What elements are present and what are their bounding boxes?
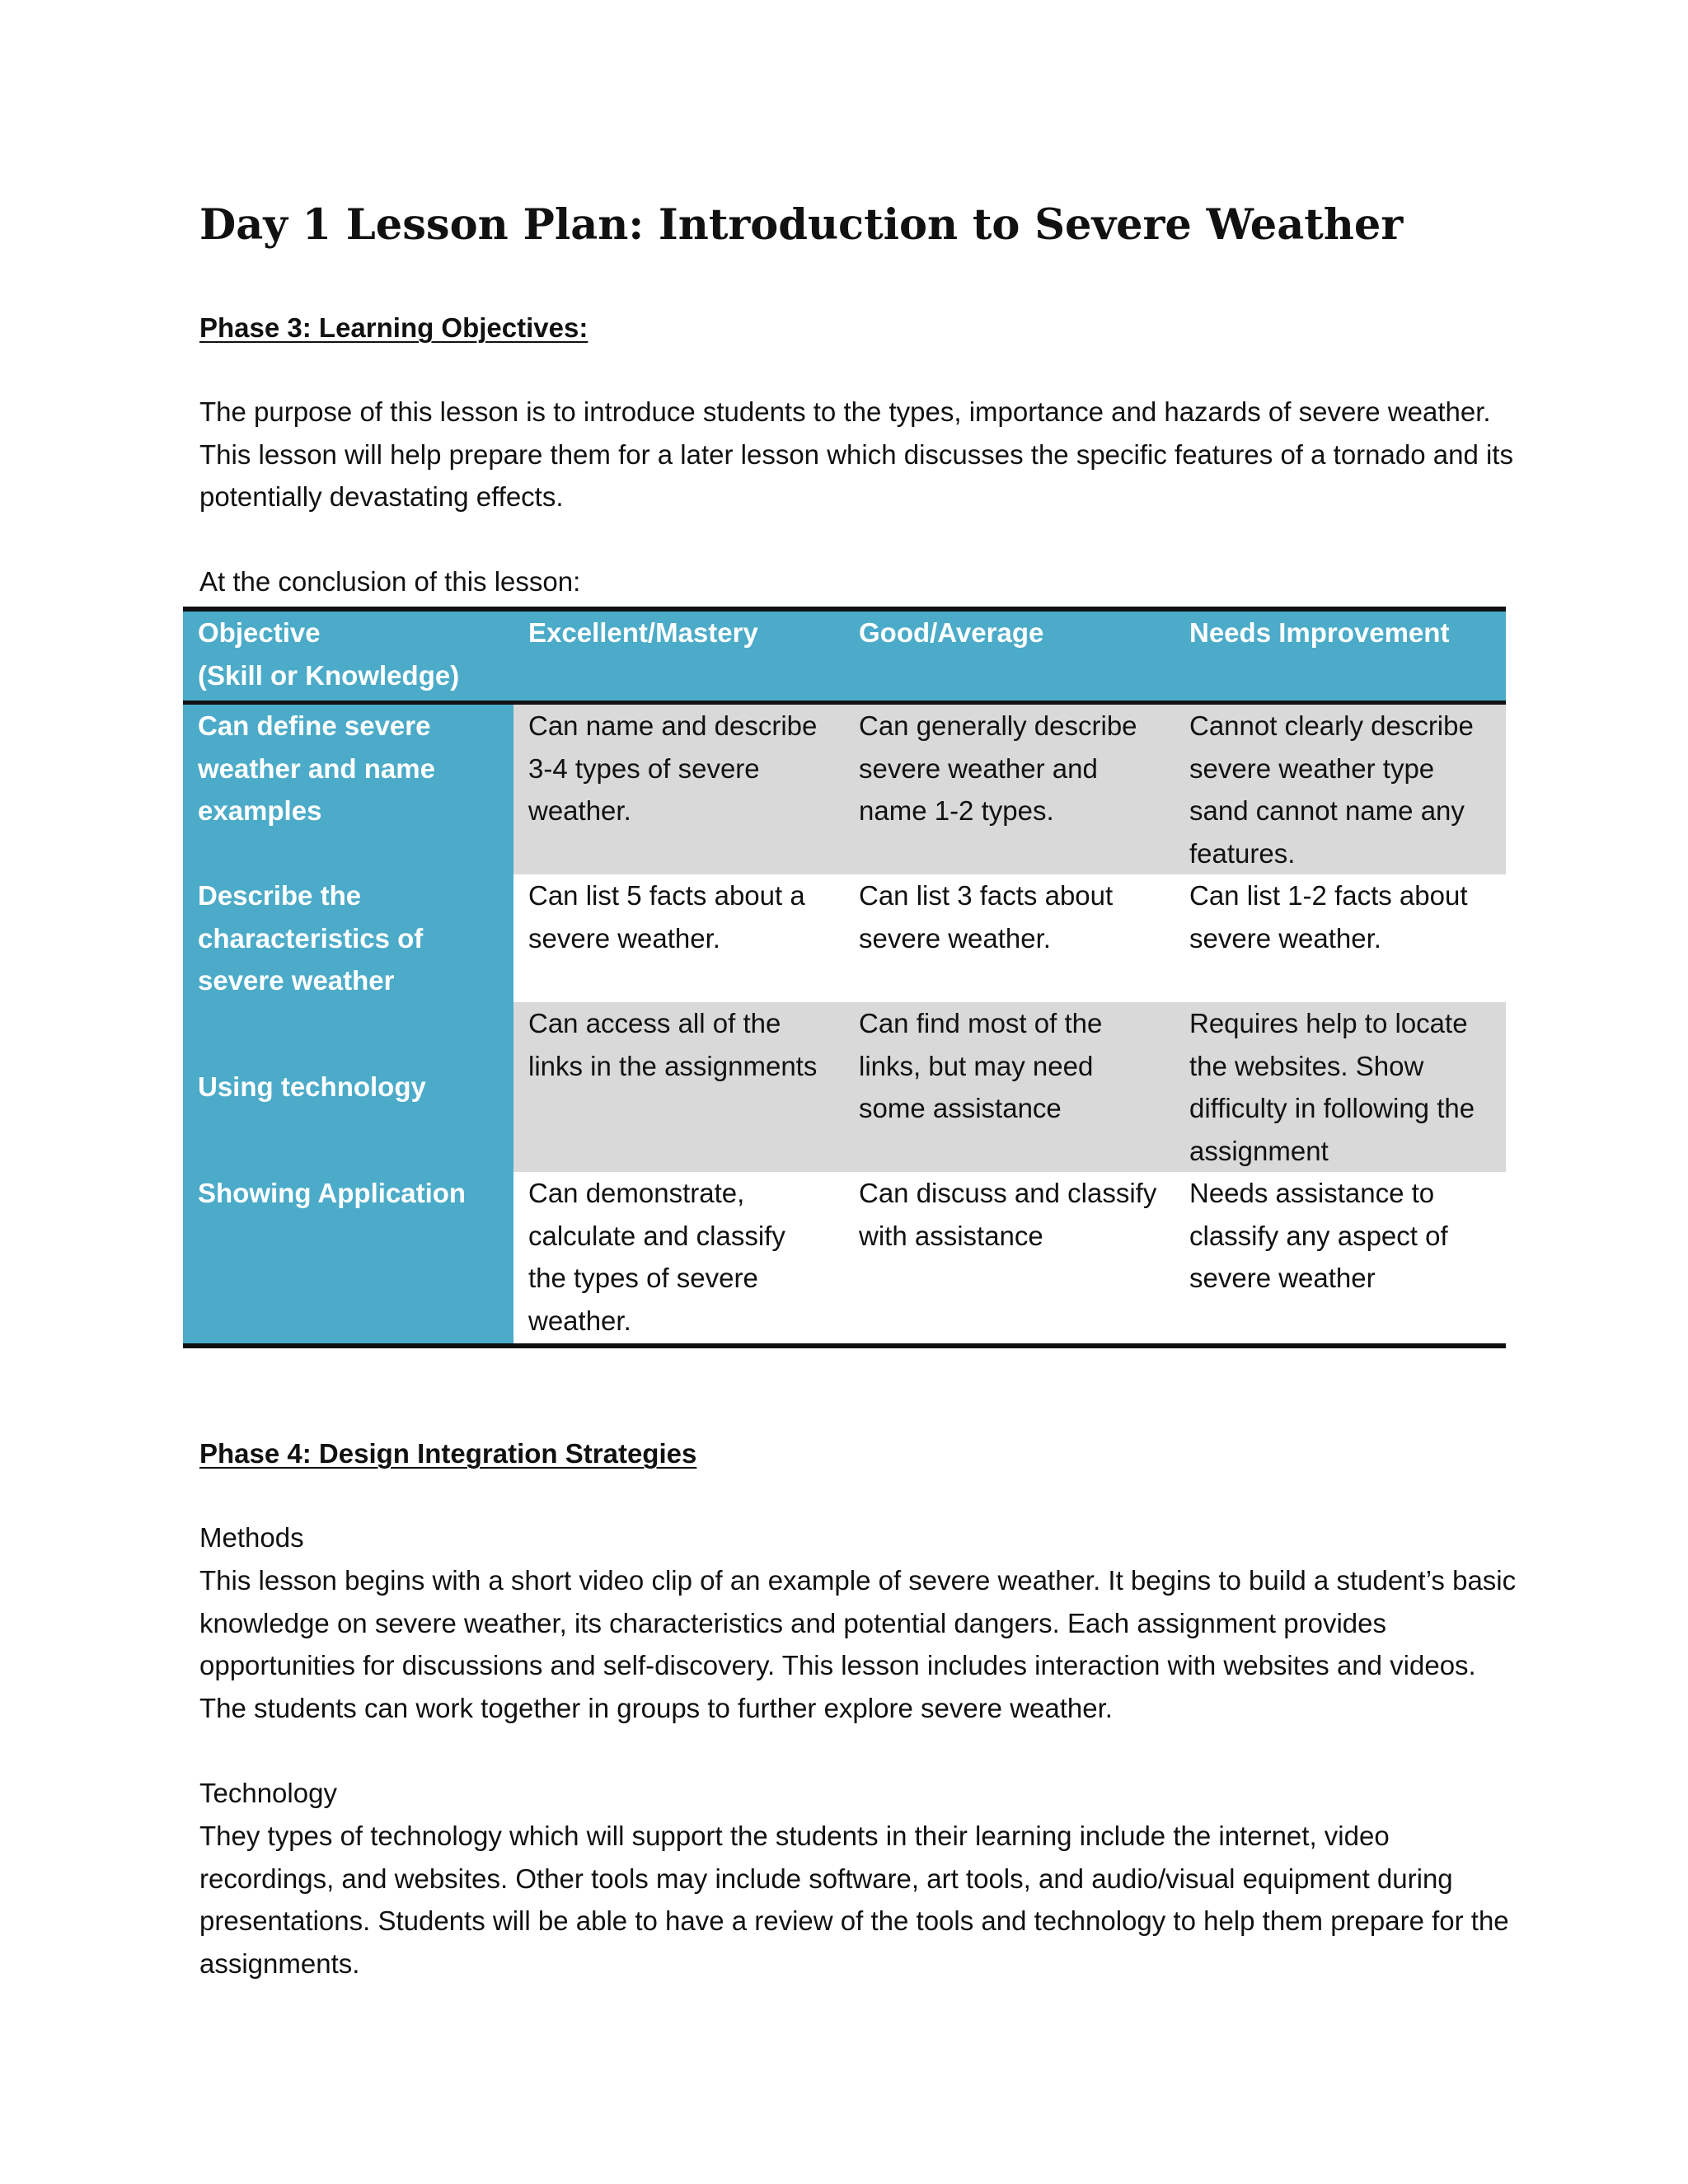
table-row xyxy=(183,1172,1506,1343)
phase3-heading: Phase 3: Learning Objectives: xyxy=(199,312,588,343)
purpose-paragraph: The purpose of this lesson is to introduce students to the types, importance and hazards of severe weather. This lesson will help prepare them for a later lesson which discusses the specific features of a tornado and its potentially devastating effects. xyxy=(199,396,1513,512)
row-objective: Can define severe weather and name examples xyxy=(183,705,513,874)
row-objective: Using technology xyxy=(183,1002,513,1172)
header-objective-line1: Objective xyxy=(198,617,321,648)
row-good: Can generally describe severe weather and name 1-2 types. xyxy=(844,705,1175,874)
header-excellent: Excellent/Mastery xyxy=(528,617,758,648)
table-bottom-rule xyxy=(183,1343,1506,1348)
row-excellent: Can access all of the links in the assignments xyxy=(513,1002,844,1172)
conclusion-label: At the conclusion of this lesson: xyxy=(199,566,581,597)
table-header-row xyxy=(183,612,1506,701)
page-title: Day 1 Lesson Plan: Introduction to Severe Weather xyxy=(199,200,1404,250)
rubric-table xyxy=(183,607,1506,1348)
row-excellent: Can demonstrate, calculate and classify the types of severe weather. xyxy=(513,1172,844,1343)
row-good: Can list 3 facts about severe weather. xyxy=(844,874,1175,1002)
methods-label: Methods xyxy=(199,1522,304,1553)
row-objective: Describe the characteristics of severe weather xyxy=(183,874,513,1002)
row-excellent: Can name and describe 3-4 types of severe weather. xyxy=(513,705,844,874)
table-row xyxy=(183,705,1506,874)
row-needs-improvement: Requires help to locate the websites. Show difficulty in following the assignment xyxy=(1175,1002,1506,1172)
row-excellent: Can list 5 facts about a severe weather. xyxy=(513,874,844,1002)
row-needs-improvement: Cannot clearly describe severe weather type sand cannot name any features. xyxy=(1175,705,1506,874)
phase4-heading: Phase 4: Design Integration Strategies xyxy=(199,1438,697,1469)
row-needs-improvement: Needs assistance to classify any aspect of severe weather xyxy=(1175,1172,1506,1343)
row-objective: Showing Application xyxy=(183,1172,513,1343)
table-row xyxy=(183,1002,1506,1172)
header-good: Good/Average xyxy=(859,617,1044,648)
row-good: Can discuss and classify with assistance xyxy=(844,1172,1175,1343)
row-good: Can find most of the links, but may need some assistance xyxy=(844,1002,1175,1172)
header-objective-line2: (Skill or Knowledge) xyxy=(198,659,460,691)
header-needs-improvement: Needs Improvement xyxy=(1189,617,1450,648)
methods-paragraph: This lesson begins with a short video clip of an example of severe weather. It begins to build a student’s basic knowledge on severe weather, its characteristics and potential dangers. Each assignment provides opportunities for discussions and self-discovery. This lesson includes interaction with websites and videos. The students can work together in groups to further explore severe weather. xyxy=(199,1565,1517,1723)
table-row xyxy=(183,874,1506,1002)
technology-paragraph: They types of technology which will support the students in their learning include the internet, video recordings, and websites. Other tools may include software, art tools, and audio/visual equipment during presentations. Students will be able to have a review of the tools and technology to help them prepare for the assignments. xyxy=(199,1821,1509,1979)
header-objective xyxy=(183,612,513,701)
technology-label: Technology xyxy=(199,1778,337,1808)
row-needs-improvement: Can list 1-2 facts about severe weather. xyxy=(1175,874,1506,1002)
